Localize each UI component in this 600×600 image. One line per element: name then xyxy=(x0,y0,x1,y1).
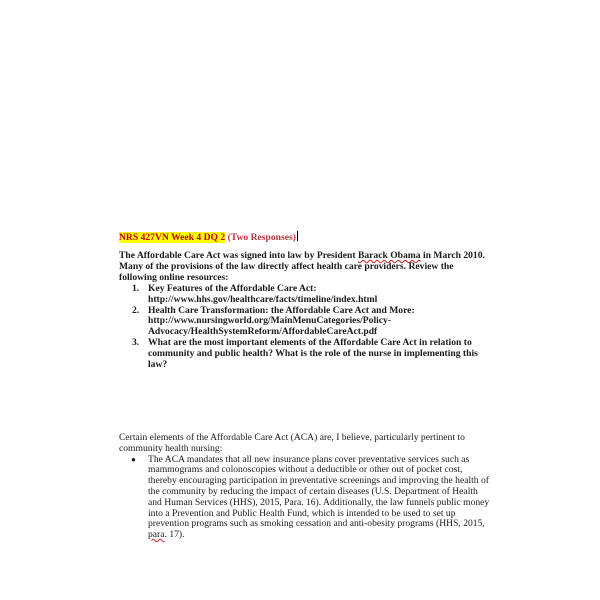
list-text: law? xyxy=(148,359,168,371)
bullet-line: mammograms and colonoscopies without a deductible or other out of pocket cost, xyxy=(148,464,463,476)
text: The Affordable Care Act was signed into law by President xyxy=(119,250,358,261)
list-text: Health Care Transformation: the Affordable Care Act and More: xyxy=(148,304,415,316)
response-line: Certain elements of the Affordable Care Act (ACA) are, I believe, particularly pertinent to xyxy=(119,432,465,443)
list-text: What are the most important elements of the Affordable Care Act in relation to xyxy=(148,337,472,349)
list-text: community and public health? What is the role of the nurse in implementing this xyxy=(148,348,478,360)
question-list-item-3 xyxy=(119,338,485,371)
document-title xyxy=(119,231,298,243)
list-line xyxy=(119,284,485,295)
bullet-line: into a Prevention and Public Health Fund, which is intended to be used to set up xyxy=(148,507,456,519)
title-highlighted: NRS 427VN Week 4 DQ 2 xyxy=(119,232,226,243)
spellcheck-flagged-text: Barack Obama xyxy=(357,250,421,261)
response-line: community health nursing: xyxy=(119,442,223,454)
prompt-line: Many of the provisions of the law directly affect health care providers. Review the xyxy=(119,260,454,272)
resource-list-item-2 xyxy=(119,306,485,339)
bullet-line: and Human Services (HHS), 2015, Para. 16). Additionally, the law funnels public money xyxy=(148,496,490,508)
response-section xyxy=(119,433,489,541)
list-number: 1. xyxy=(132,282,140,294)
response-bullet-item xyxy=(119,455,489,541)
bullet-line xyxy=(119,530,489,541)
prompt-line: following online resources: xyxy=(119,271,229,283)
title-suffix: (Two Responses) xyxy=(225,232,296,243)
resource-link[interactable]: http://www.nursingworld.org/MainMenuCategories/Policy- xyxy=(148,315,392,327)
bullet-text: . 17). xyxy=(164,529,185,541)
bullet-line: thereby encouraging participation in preventative screenings and improving the health of xyxy=(148,475,489,487)
bullet-line: the community by reducing the impact of certain diseases (U.S. Department of Health xyxy=(148,485,478,497)
text: in March 2010. xyxy=(420,250,485,261)
resource-list-item-1 xyxy=(119,284,485,306)
list-number: 2. xyxy=(132,304,140,316)
prompt-section xyxy=(119,251,485,371)
spellcheck-flagged-text: para xyxy=(148,529,165,541)
resource-link[interactable]: http://www.hhs.gov/healthcare/facts/timeline/index.html xyxy=(148,293,378,305)
list-text: Key Features of the Affordable Care Act: xyxy=(148,282,317,294)
bullet-icon: ● xyxy=(131,454,136,464)
text-cursor xyxy=(297,231,298,241)
bullet-line: prevention programs such as smoking cessation and anti-obesity programs (HHS, 2015, xyxy=(148,518,485,530)
bullet-text: The ACA mandates that all new insurance plans cover preventative services such as xyxy=(148,453,470,465)
list-number: 3. xyxy=(132,337,140,349)
resource-link[interactable]: Advocacy/HealthSystemReform/AffordableCareAct.pdf xyxy=(148,326,378,338)
